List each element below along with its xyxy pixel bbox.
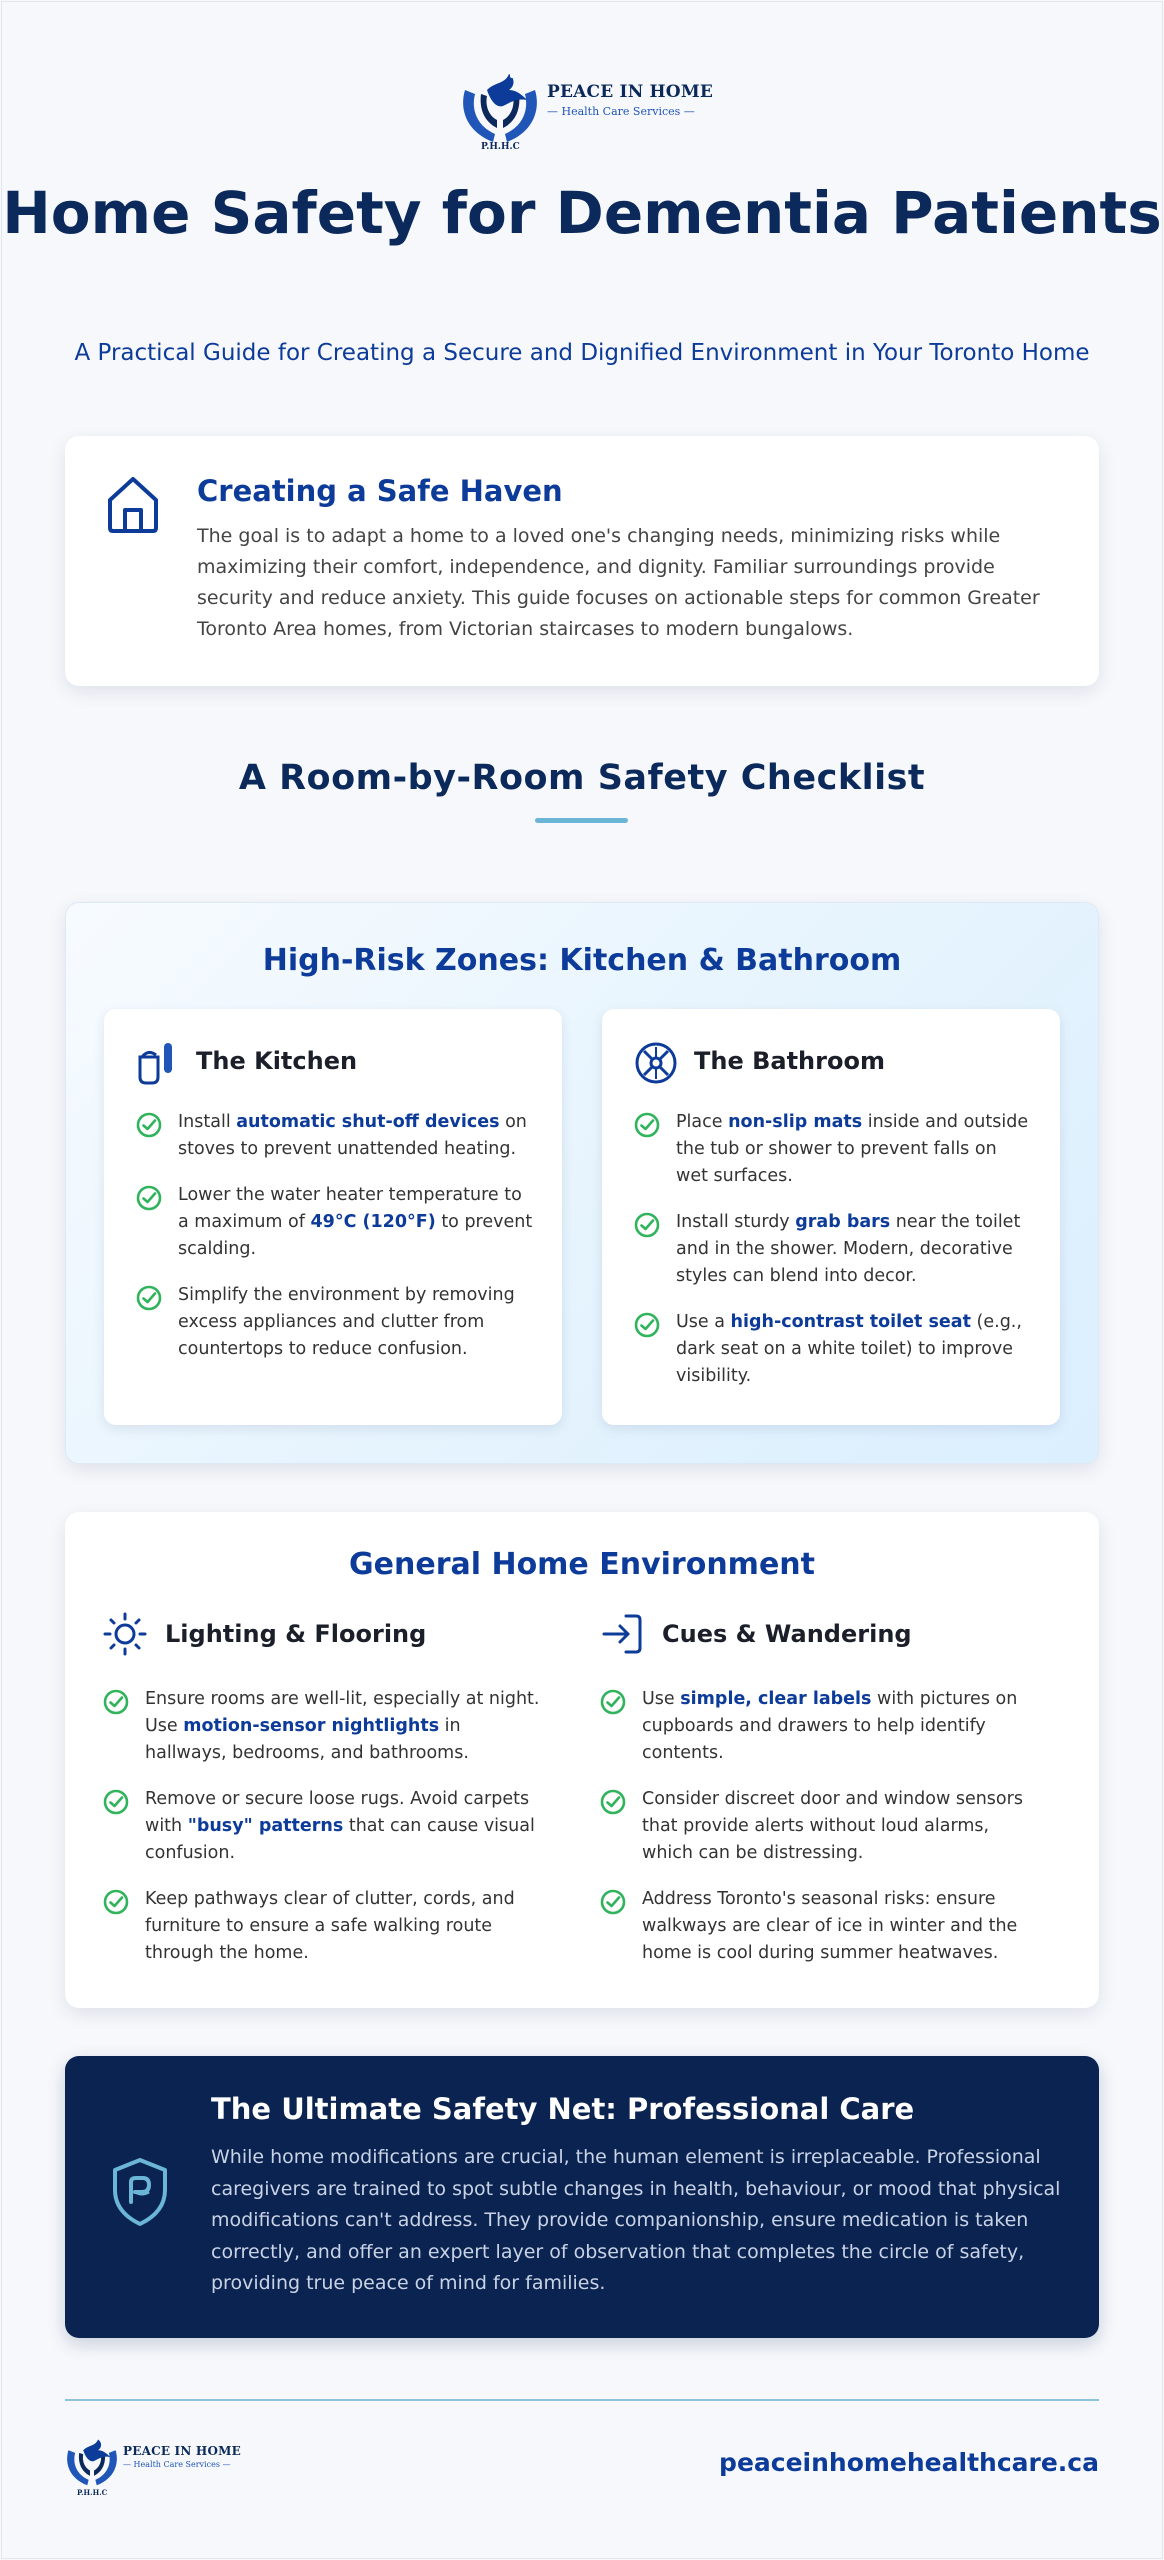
sun-icon xyxy=(103,1612,147,1660)
item-text: on stoves to prevent unattended heating. xyxy=(178,1112,527,1159)
intro-card xyxy=(65,436,1099,686)
item-text: that can cause visual confusion. xyxy=(145,1816,535,1863)
item-text: Simplify the environment by removing excess appliances and clutter from countertops to reduce confusion. xyxy=(178,1285,515,1359)
checklist-item xyxy=(136,1182,536,1263)
general-heading: General Home Environment xyxy=(349,1547,815,1582)
item-highlight: grab bars xyxy=(795,1212,891,1232)
shield-icon xyxy=(109,2156,171,2232)
heading-underline xyxy=(535,818,628,823)
item-text: Keep pathways clear of clutter, cords, and furniture to ensure a safe walking route through the home. xyxy=(145,1889,515,1963)
checklist-item xyxy=(103,1786,543,1867)
page-subtitle: A Practical Guide for Creating a Secure and Dignified Environment in Your Toronto Home xyxy=(74,340,1090,366)
professional-heading: The Ultimate Safety Net: Professional Care xyxy=(211,2092,915,2126)
check-circle-icon xyxy=(634,1212,660,1247)
hands-dove-logo-icon xyxy=(457,60,543,146)
page-title: Home Safety for Dementia Patients xyxy=(2,179,1162,247)
footer-brand-tagline: — Health Care Services — xyxy=(123,2460,231,2469)
checklist-item xyxy=(600,1786,1040,1867)
item-text: Consider discreet door and window sensors that provide alerts without loud alarms, which can be distressing. xyxy=(642,1789,1023,1863)
check-circle-icon xyxy=(600,1789,626,1824)
cues-title: Cues & Wandering xyxy=(662,1620,912,1648)
checklist-item xyxy=(634,1209,1034,1290)
item-highlight: "busy" patterns xyxy=(187,1816,344,1836)
item-text: Address Toronto's seasonal risks: ensure walkways are clear of ice in winter and the home is cool during summer heatwaves. xyxy=(642,1889,1018,1963)
item-highlight: high-contrast toilet seat xyxy=(730,1312,971,1332)
item-text: Remove or secure loose rugs. Avoid carpets with xyxy=(145,1789,530,1836)
checklist-item xyxy=(634,1309,1034,1390)
item-highlight: non-slip mats xyxy=(728,1112,863,1132)
high-risk-section xyxy=(65,902,1099,1464)
website-link[interactable]: peaceinhomehealthcare.ca xyxy=(719,2448,1099,2477)
check-circle-icon xyxy=(136,1285,162,1320)
item-highlight: 49°C (120°F) xyxy=(310,1212,436,1232)
item-text: Install xyxy=(178,1112,237,1132)
footer-brand-monogram: P.H.H.C xyxy=(77,2488,108,2497)
door-enter-icon xyxy=(600,1612,644,1660)
check-circle-icon xyxy=(600,1689,626,1724)
brand-logo xyxy=(457,60,717,160)
high-risk-heading: High-Risk Zones: Kitchen & Bathroom xyxy=(262,943,902,978)
item-text: inside and outside the tub or shower to prevent falls on wet surfaces. xyxy=(676,1112,1029,1186)
lighting-list xyxy=(103,1686,543,1986)
item-text: Use a xyxy=(676,1312,731,1332)
bathroom-title: The Bathroom xyxy=(694,1047,885,1075)
bathroom-card xyxy=(602,1009,1060,1425)
bath-drain-icon xyxy=(634,1041,678,1089)
checklist-item xyxy=(103,1886,543,1967)
intro-heading: Creating a Safe Haven xyxy=(197,474,563,508)
item-text: near the toilet and in the shower. Modern, decorative styles can blend into decor. xyxy=(676,1212,1021,1286)
kitchen-utensil-icon xyxy=(136,1041,178,1089)
check-circle-icon xyxy=(136,1185,162,1220)
checklist-heading: A Room-by-Room Safety Checklist xyxy=(238,758,926,798)
check-circle-icon xyxy=(103,1689,129,1724)
kitchen-title: The Kitchen xyxy=(196,1047,358,1075)
checklist-item xyxy=(103,1686,543,1767)
check-circle-icon xyxy=(600,1889,626,1924)
brand-monogram: P.H.H.C xyxy=(481,142,520,152)
general-environment-card xyxy=(65,1512,1099,2008)
item-text: with pictures on cupboards and drawers to help identify contents. xyxy=(642,1689,1018,1763)
cues-list xyxy=(600,1686,1040,1986)
kitchen-card xyxy=(104,1009,562,1425)
hands-dove-logo-icon xyxy=(63,2430,121,2488)
checklist-item xyxy=(600,1686,1040,1767)
kitchen-list xyxy=(136,1109,536,1382)
bathroom-list xyxy=(634,1109,1034,1409)
check-circle-icon xyxy=(103,1889,129,1924)
check-circle-icon xyxy=(634,1112,660,1147)
checklist-item xyxy=(600,1886,1040,1967)
item-highlight: automatic shut-off devices xyxy=(236,1112,500,1132)
item-text: (e.g., dark seat on a white toilet) to improve visibility. xyxy=(676,1312,1022,1386)
check-circle-icon xyxy=(136,1112,162,1147)
footer-logo xyxy=(63,2430,243,2500)
footer-divider xyxy=(65,2399,1099,2401)
check-circle-icon xyxy=(103,1789,129,1824)
checklist-item xyxy=(634,1109,1034,1190)
item-text: Ensure rooms are well-lit, especially at night. Use xyxy=(145,1689,540,1736)
lighting-title: Lighting & Flooring xyxy=(165,1620,427,1648)
item-text: Lower the water heater temperature to a maximum of xyxy=(178,1185,522,1232)
item-text: to prevent scalding. xyxy=(178,1212,533,1259)
item-text: in hallways, bedrooms, and bathrooms. xyxy=(145,1716,469,1763)
professional-care-card xyxy=(65,2056,1099,2338)
item-text: Use xyxy=(642,1689,681,1709)
house-icon xyxy=(105,474,161,538)
footer-brand-name: PEACE IN HOME xyxy=(123,2444,241,2458)
brand-name: PEACE IN HOME xyxy=(547,82,713,102)
item-highlight: simple, clear labels xyxy=(680,1689,872,1709)
intro-body: The goal is to adapt a home to a loved one's changing needs, minimizing risks while maximizing their comfort, independence, and dignity. Familiar surroundings provide security and reduce anxiety. This guide focuses on actionable steps for common Greater Toronto Area homes, from Victorian staircases to modern bungalows. xyxy=(197,525,1040,640)
item-highlight: motion-sensor nightlights xyxy=(183,1716,440,1736)
item-text: Place xyxy=(676,1112,729,1132)
item-text: Install sturdy xyxy=(676,1212,796,1232)
checklist-item xyxy=(136,1282,536,1363)
check-circle-icon xyxy=(634,1312,660,1347)
checklist-item xyxy=(136,1109,536,1163)
brand-tagline: — Health Care Services — xyxy=(547,105,695,118)
professional-body: While home modifications are crucial, the human element is irreplaceable. Professional caregivers are trained to spot subtle changes in health, behaviour, or mood that physical modifications can't address. They provide companionship, ensure medication is taken correctly, and offer an expert layer of observation that completes the circle of safety, providing true peace of mind for families. xyxy=(211,2146,1061,2294)
